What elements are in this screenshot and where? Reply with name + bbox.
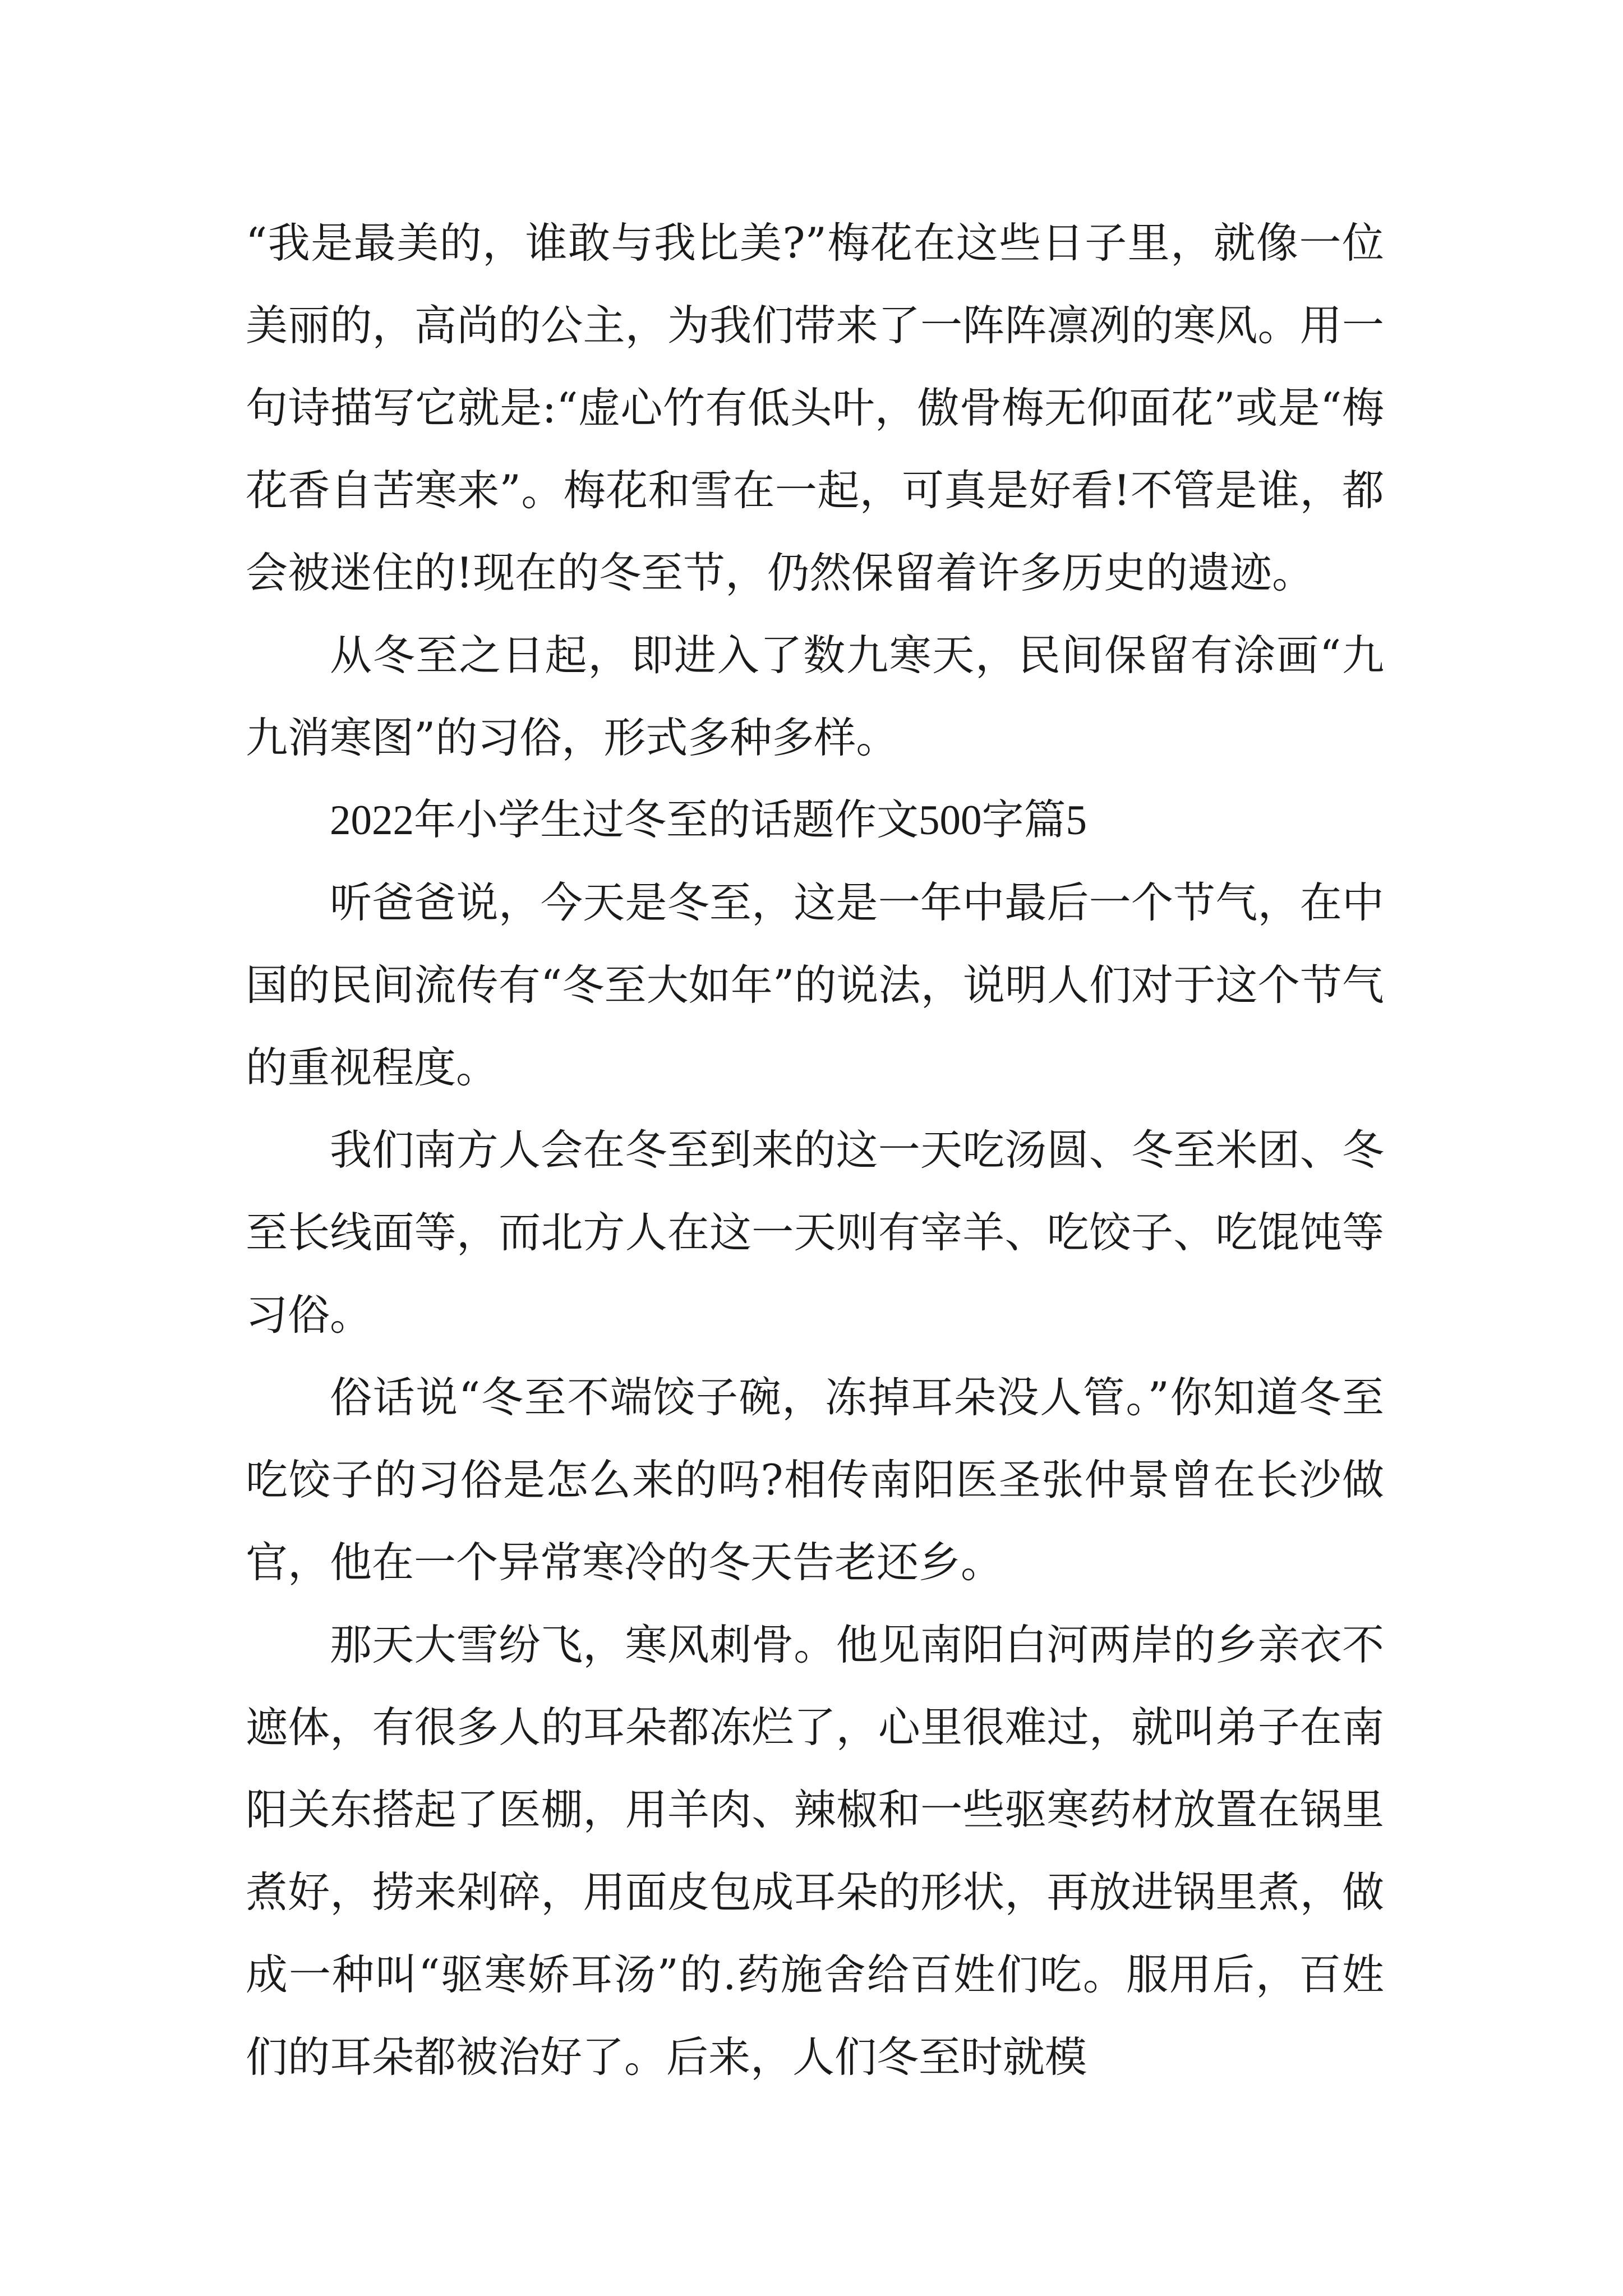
paragraph-plum-blossom: “我是最美的，谁敢与我比美?”梅花在这些日子里，就像一位美丽的，高尚的公主，为我们带来了一阵阵凛冽的寒风。用一句诗描写它就是:“虚心竹有低头叶，傲骨梅无仰面花”或是“梅花香自苦寒来”。梅花和雪在一起，可真是好看!不管是谁，都会被迷住的!现在的冬至节，仍然保留着许多历史的遗迹。 bbox=[246, 218, 1384, 597]
paragraph-dumpling-origin: 俗话说“冬至不端饺子碗，冻掉耳朵没人管。”你知道冬至吃饺子的习俗是怎么来的吗?相传南阳医圣张仲景曾在长沙做官，他在一个异常寒冷的冬天告老还乡。 bbox=[246, 1373, 1384, 1587]
paragraph-nine-nines-chart: 从冬至之日起，即进入了数九寒天，民间保留有涂画“九九消寒图”的习俗，形式多种多样。 bbox=[246, 631, 1384, 762]
essay-heading: 2022年小学生过冬至的话题作文500字篇5 bbox=[330, 797, 1087, 844]
paragraph-regional-customs: 我们南方人会在冬至到来的这一天吃汤圆、冬至米团、冬至长线面等，而北方人在这一天则有宰羊、吃饺子、吃馄饨等习俗。 bbox=[246, 1125, 1384, 1340]
article-body bbox=[246, 202, 1384, 2099]
paragraph-zhang-zhongjing-story: 那天大雪纷飞，寒风刺骨。他见南阳白河两岸的乡亲衣不遮体，有很多人的耳朵都冻烂了，心里很难过，就叫弟子在南阳关东搭起了医棚，用羊肉、辣椒和一些驱寒药材放置在锅里煮好，捞来剁碎，用面皮包成耳朵的形状，再放进锅里煮，做成一种叫“驱寒娇耳汤”的.药施舍给百姓们吃。服用后，百姓们的耳朵都被治好了。后来，人们冬至时就模 bbox=[246, 1620, 1384, 2082]
paragraph-winter-solstice-intro: 听爸爸说，今天是冬至，这是一年中最后一个节气，在中国的民间流传有“冬至大如年”的说法，说明人们对于这个节气的重视程度。 bbox=[246, 878, 1384, 1092]
